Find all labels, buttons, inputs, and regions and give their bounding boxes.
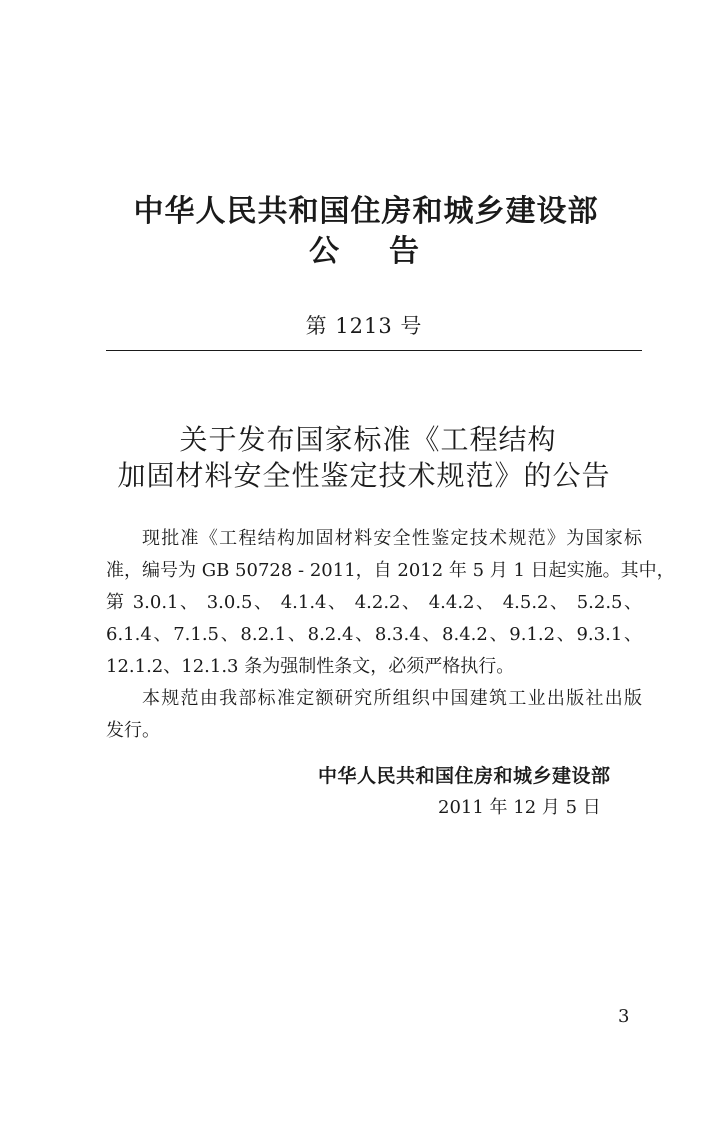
ministry-title: 中华人民共和国住房和城乡建设部 xyxy=(133,194,599,229)
signature-date: 2011 年 12 月 5 日 xyxy=(438,797,601,818)
body-line-4: 6.1.4、7.1.5、8.2.1、8.2.4、8.3.4、8.4.2、9.1.2、9.3.1、 xyxy=(106,624,642,645)
body-line-1: 现批准《工程结构加固材料安全性鉴定技术规范》为国家标 xyxy=(142,528,642,549)
signature-ministry: 中华人民共和国住房和城乡建设部 xyxy=(318,765,611,787)
announcement-heading: 公告 xyxy=(309,234,469,269)
notice-title-line-1: 关于发布国家标准《工程结构 xyxy=(179,423,557,456)
header-divider xyxy=(106,350,642,351)
body-line-3: 第 3.0.1、 3.0.5、 4.1.4、 4.2.2、 4.4.2、 4.5.2、 5.2.5、 xyxy=(106,592,642,613)
body-line-5: 12.1.2、12.1.3 条为强制性条文，必须严格执行。 xyxy=(106,656,515,677)
notice-title-line-2: 加固材料安全性鉴定技术规范》的公告 xyxy=(117,459,611,492)
body-line-6: 本规范由我部标准定额研究所组织中国建筑工业出版社出版 xyxy=(142,688,642,709)
page-number: 3 xyxy=(618,1006,630,1027)
body-line-7: 发行。 xyxy=(106,720,160,741)
announcement-number: 第 1213 号 xyxy=(305,314,423,338)
body-line-2: 准，编号为 GB 50728 - 2011，自 2012 年 5 月 1 日起实施。其中， xyxy=(106,560,675,581)
